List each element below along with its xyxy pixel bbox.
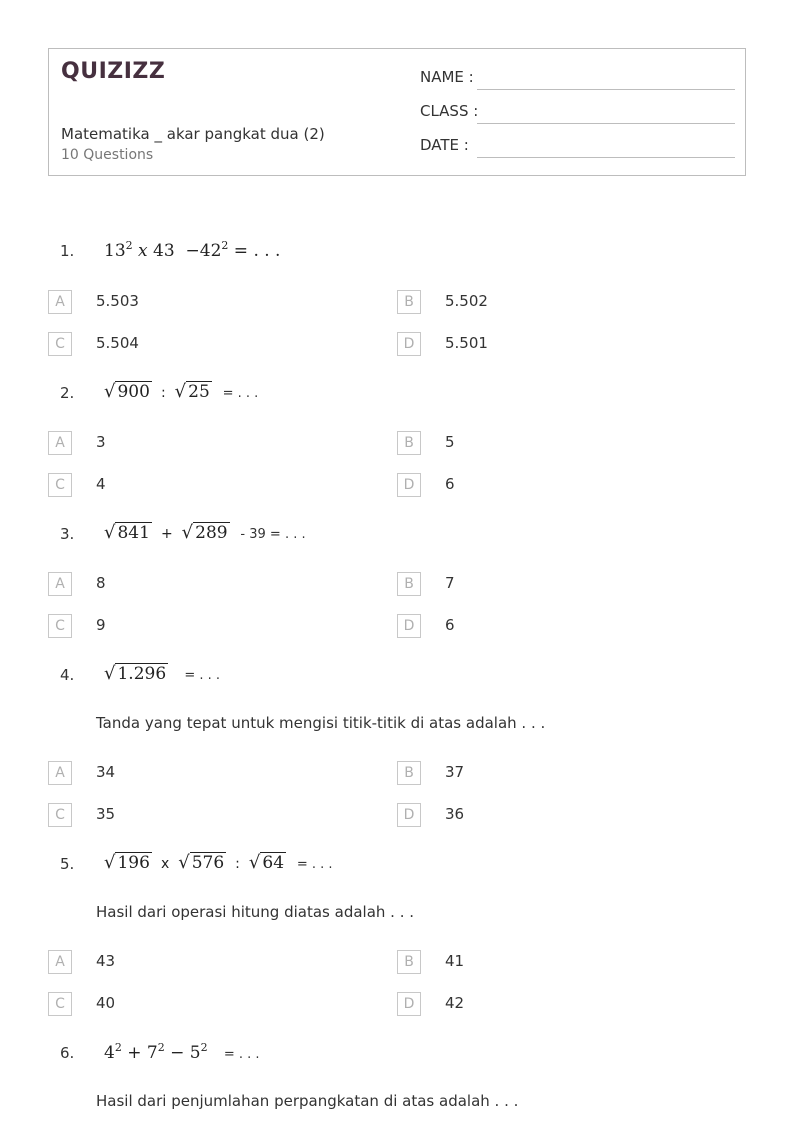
question-expression: $4^2 + 7^2 - 5^2$ = . . . bbox=[104, 1041, 260, 1063]
option-b[interactable] bbox=[397, 290, 677, 314]
option-letter: C bbox=[48, 332, 72, 356]
option-value: 4 bbox=[96, 475, 106, 493]
option-value: 35 bbox=[96, 805, 116, 823]
option-a[interactable] bbox=[48, 950, 328, 974]
option-a[interactable] bbox=[48, 572, 328, 596]
option-letter: A bbox=[48, 290, 72, 314]
option-d[interactable] bbox=[397, 803, 677, 827]
option-value: 42 bbox=[445, 994, 465, 1012]
quizizz-logo: QUIZIZZ bbox=[61, 59, 166, 84]
option-c[interactable] bbox=[48, 473, 328, 497]
option-b[interactable] bbox=[397, 572, 677, 596]
question-number: 1. bbox=[60, 242, 75, 260]
option-value: 3 bbox=[96, 433, 106, 451]
question-number: 3. bbox=[60, 525, 75, 543]
option-d[interactable] bbox=[397, 332, 677, 356]
option-c[interactable] bbox=[48, 614, 328, 638]
name-line bbox=[477, 89, 735, 90]
option-value: 7 bbox=[445, 574, 455, 592]
class-label: CLASS : bbox=[420, 102, 479, 120]
class-field[interactable] bbox=[420, 102, 735, 124]
option-letter: A bbox=[48, 761, 72, 785]
option-value: 8 bbox=[96, 574, 106, 592]
option-letter: D bbox=[397, 473, 421, 497]
option-value: 37 bbox=[445, 763, 465, 781]
question-number: 4. bbox=[60, 666, 75, 684]
option-letter: A bbox=[48, 572, 72, 596]
option-value: 5.504 bbox=[96, 334, 139, 352]
date-label: DATE : bbox=[420, 136, 469, 154]
option-value: 5.501 bbox=[445, 334, 488, 352]
option-d[interactable] bbox=[397, 992, 677, 1016]
option-b[interactable] bbox=[397, 950, 677, 974]
option-b[interactable] bbox=[397, 431, 677, 455]
option-letter: C bbox=[48, 473, 72, 497]
question-number: 5. bbox=[60, 855, 75, 873]
option-letter: C bbox=[48, 992, 72, 1016]
name-field[interactable] bbox=[420, 68, 735, 90]
option-letter: B bbox=[397, 950, 421, 974]
option-c[interactable] bbox=[48, 803, 328, 827]
option-letter: D bbox=[397, 614, 421, 638]
option-value: 5 bbox=[445, 433, 455, 451]
option-a[interactable] bbox=[48, 431, 328, 455]
question-4-prompt: Tanda yang tepat untuk mengisi titik-titik di atas adalah . . . bbox=[96, 714, 546, 732]
option-c[interactable] bbox=[48, 992, 328, 1016]
question-expression: $13^2$ x $43 -42^2$ = . . . bbox=[104, 239, 281, 261]
option-letter: A bbox=[48, 950, 72, 974]
option-a[interactable] bbox=[48, 761, 328, 785]
question-expression: √ 900 : √ 25 = . . . bbox=[104, 381, 259, 402]
option-value: 5.502 bbox=[445, 292, 488, 310]
option-letter: C bbox=[48, 803, 72, 827]
question-expression: √ 196 x √ 576 : √ 64 = . . . bbox=[104, 852, 333, 873]
option-letter: D bbox=[397, 332, 421, 356]
worksheet-header bbox=[48, 48, 746, 176]
question-6-prompt: Hasil dari penjumlahan perpangkatan di atas adalah . . . bbox=[96, 1092, 519, 1110]
question-count: 10 Questions bbox=[61, 147, 154, 163]
option-letter: B bbox=[397, 761, 421, 785]
option-letter: D bbox=[397, 803, 421, 827]
class-line bbox=[477, 123, 735, 124]
question-5-prompt: Hasil dari operasi hitung diatas adalah . . . bbox=[96, 903, 415, 921]
option-value: 43 bbox=[96, 952, 116, 970]
option-value: 36 bbox=[445, 805, 465, 823]
option-value: 6 bbox=[445, 616, 455, 634]
question-number: 2. bbox=[60, 384, 75, 402]
question-number: 6. bbox=[60, 1044, 75, 1062]
option-value: 40 bbox=[96, 994, 116, 1012]
option-value: 9 bbox=[96, 616, 106, 634]
name-label: NAME : bbox=[420, 68, 474, 86]
date-field[interactable] bbox=[420, 136, 735, 158]
option-letter: A bbox=[48, 431, 72, 455]
option-letter: B bbox=[397, 290, 421, 314]
option-value: 5.503 bbox=[96, 292, 139, 310]
date-line bbox=[477, 157, 735, 158]
question-expression: √ 841 + √ 289 - 39 = . . . bbox=[104, 522, 306, 543]
option-letter: B bbox=[397, 431, 421, 455]
option-value: 34 bbox=[96, 763, 116, 781]
option-letter: C bbox=[48, 614, 72, 638]
option-letter: B bbox=[397, 572, 421, 596]
option-letter: D bbox=[397, 992, 421, 1016]
option-c[interactable] bbox=[48, 332, 328, 356]
option-value: 6 bbox=[445, 475, 455, 493]
option-d[interactable] bbox=[397, 614, 677, 638]
worksheet-title: Matematika _ akar pangkat dua (2) bbox=[61, 125, 325, 143]
option-b[interactable] bbox=[397, 761, 677, 785]
option-d[interactable] bbox=[397, 473, 677, 497]
question-expression: √ 1.296 = . . . bbox=[104, 663, 221, 684]
option-value: 41 bbox=[445, 952, 465, 970]
option-a[interactable] bbox=[48, 290, 328, 314]
